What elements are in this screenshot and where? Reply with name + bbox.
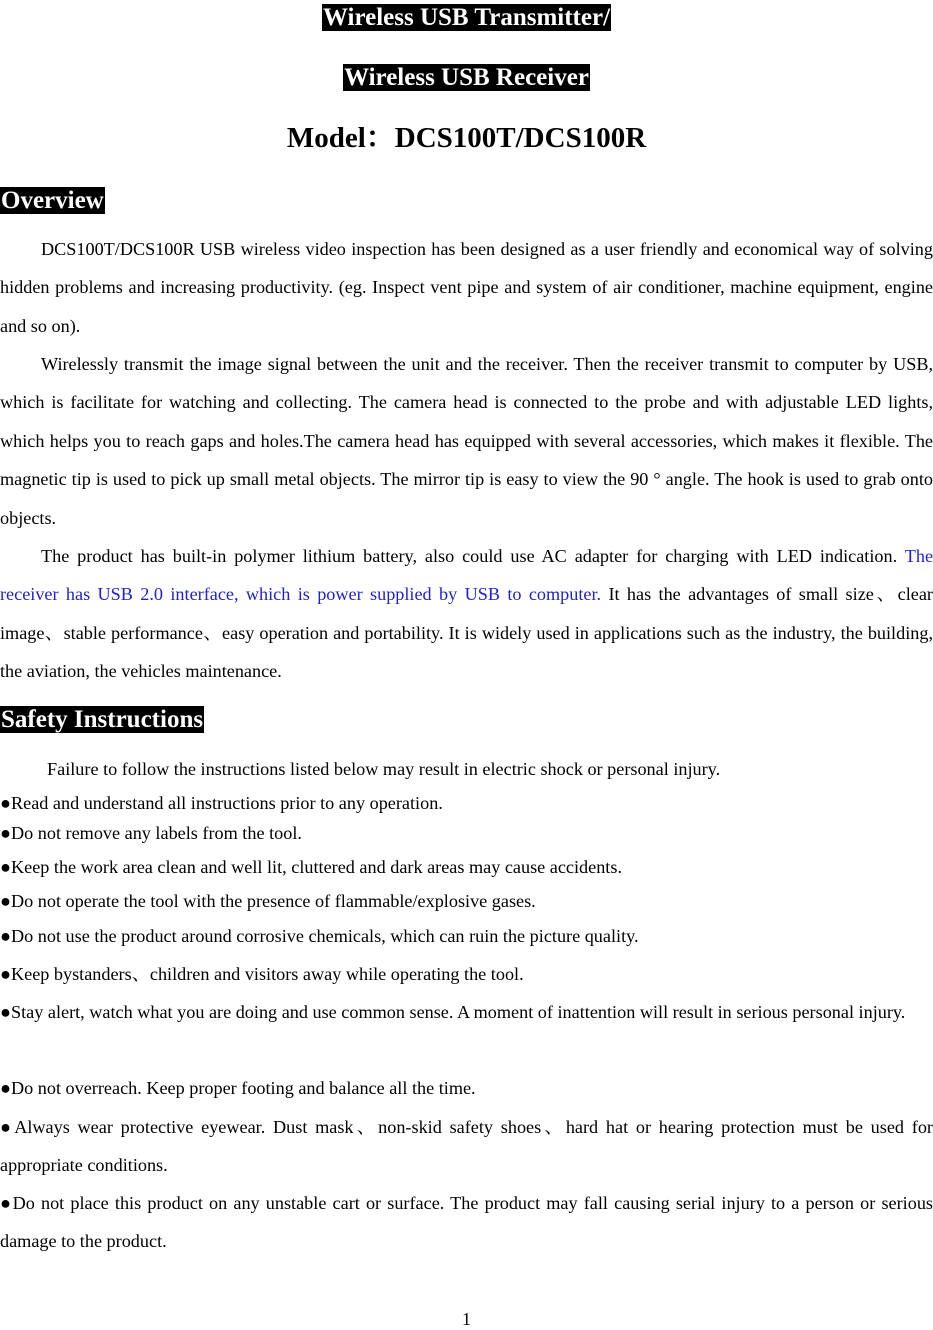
overview-paragraph-3-end: It has the advantages of small size、clear image、stable performance、easy operation and portability. It is widely used in applications such as the industry, the building, the aviation, the vehicles maintenance.	[0, 584, 933, 682]
safety-item: ●Keep the work area clean and well lit, cluttered and dark areas may cause accidents.	[0, 857, 622, 877]
overview-paragraph-3-start: The product has built-in polymer lithium battery, also could use AC adapter for charging with LED indication.	[41, 546, 898, 566]
safety-item: ●Read and understand all instructions prior to any operation.	[0, 793, 443, 813]
overview-heading: Overview	[1, 187, 104, 214]
safety-item: ●Keep bystanders、children and visitors away while operating the tool.	[0, 964, 524, 984]
model-title: Model：DCS100T/DCS100R	[286, 122, 647, 154]
safety-heading: Safety Instructions	[1, 706, 204, 733]
safety-item: ●Do not place this product on any unstable cart or surface. The product may fall causing serial injury to a person or serious damage to the product.	[0, 1193, 933, 1252]
overview-paragraph-3	[0, 537, 933, 691]
safety-intro: Failure to follow the instructions listed below may result in electric shock or personal injury.	[47, 759, 721, 779]
safety-item: ●Do not use the product around corrosive chemicals, which can ruin the picture quality.	[0, 926, 639, 946]
safety-item: ●Do not overreach. Keep proper footing and balance all the time.	[0, 1078, 476, 1098]
safety-item: ●Stay alert, watch what you are doing and use common sense. A moment of inattention will result in serious personal injury.	[0, 1002, 906, 1022]
safety-item: ●Do not operate the tool with the presence of flammable/explosive gases.	[0, 891, 536, 911]
page-number: 1	[462, 1309, 471, 1329]
overview-paragraph-1: DCS100T/DCS100R USB wireless video inspection has been designed as a user friendly and economical way of solving hidden problems and increasing productivity. (eg. Inspect vent pipe and system of air conditioner, machine equipment, engine and so on).	[0, 239, 933, 336]
overview-paragraph-2: Wirelessly transmit the image signal between the unit and the receiver. Then the receiver transmit to computer by USB, which is facilitate for watching and collecting. The camera head is connected to the probe and with adjustable LED lights, which helps you to reach gaps and holes.The camera head has equipped with several accessories, which makes it flexible. The magnetic tip is used to pick up small metal objects. The mirror tip is easy to view the 90 ° angle. The hook is used to grab onto objects.	[0, 354, 933, 528]
document-title-line1: Wireless USB Transmitter/	[322, 4, 611, 31]
safety-item: ●Do not remove any labels from the tool.	[0, 823, 302, 843]
document-title-line2: Wireless USB Receiver	[344, 64, 589, 91]
safety-item: ●Always wear protective eyewear. Dust mask、non-skid safety shoes、hard hat or hearing protection must be used for appropriate conditions.	[0, 1117, 933, 1176]
overview-paragraph-3-highlight: The receiver has USB 2.0 interface, which is power supplied by USB to computer.	[0, 546, 933, 605]
